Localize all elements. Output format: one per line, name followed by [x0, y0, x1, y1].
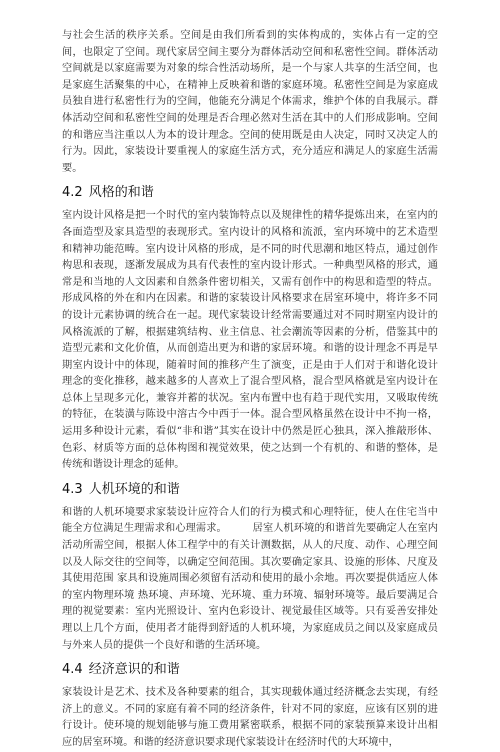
section-title: 风格的和谐 [88, 185, 154, 201]
paragraph-ergonomics: 和谐的人机环境要求家装设计应符合人们的行为模式和心理特征，使人在住宅当中能全方位满足生理需求和心理需求。 居室人机环境的和谐首先要确定人在室内活动所需空间，根据人体工程学中的有关计测数据，从人的尺度、动作、心理空间以及人际交往的空间等，以确定空间范围。其次要确定家具、设施的形体、尺度及其使用范围 家具和设施周围必须留有活动和使用的最小余地。再次要提供适应人体的室内物理环境 热环境、声环境、光环境、重力环境、辐射环境等。最后要满足合理的视觉要素：室内光照设计、室内色彩设计、视觉最佳区域等。只有妥善安排处理以上几个方面，使用者才能得到舒适的人机环境，为家庭成员之间以及家庭成员与外来人员的提供一个良好和谐的生活环境。 [62, 506, 438, 651]
section-title: 经济意识的和谐 [88, 662, 180, 678]
section-heading-4-2 [62, 184, 438, 202]
section-heading-4-3 [62, 481, 438, 499]
section-number: 4.3 [62, 481, 83, 497]
section-title: 人机环境的和谐 [88, 481, 180, 497]
paragraph-style: 室内设计风格是把一个时代的室内装饰特点以及规律性的精华提炼出来，在室内的各面造型及家具造型的表现形式。室内设计的风格和流派，室内环境中的艺术造型和精神功能范畴。室内设计风格的形成，是不同的时代思潮和地区特点，通过创作构思和表现，逐渐发展成为具有代表性的室内设计形式。一种典型风格的形式，通常是和当地的人文因素和自然条件密切相关，又需有创作中的构思和造型的特点。形成风格的外在和内在因素。和谐的家装设计风格要求在居室环境中，将许多不同的设计元素协调的统合在一起。现代家装设计经常需要通过对不同时期室内设计的风格流派的了解，根据建筑结构、业主信息、社会潮流等因素的分析，借鉴其中的造型元素和文化价值，从而创造出更为和谐的家居环境。和谐的设计理念不再是早期室内设计中的体现，随着时间的推移产生了演变，正是由于人们对于和谐化设计理念的变化推移，越来越多的人喜欢上了混合型风格，混合型风格就是室内设计在总体上呈现多元化，兼容并蓄的状况。室内布置中也有趋于现代实用，又吸取传统的特征，在装潢与陈设中溶古今中西于一体。混合型风格虽然在设计中不拘一格，运用多种设计元素，看似“非和谐”其实在设计中仍然是匠心独具，深入推敲形体、色彩、材质等方面的总体构图和视觉效果，使之达到一个有机的、和谐的整体，是传统和谐设计理念的延伸。 [62, 210, 438, 471]
paragraph-economy: 家装设计是艺术、技术及各种要素的组合，其实现载体通过经济概念去实现，有经济上的意义。不同的家庭有着不同的经济条件，针对不同的家庭，应该有区别的进行设计。使环境的规划能够与施工费用紧密联系，根据不同的家装预算来设计出相应的居室环境。和谐的经济意识要求现代家装设计在经济时代的大环境中， [62, 687, 438, 748]
section-number: 4.4 [62, 662, 83, 678]
section-number: 4.2 [62, 185, 83, 201]
paragraph-space: 与社会生活的秩序关系。空间是由我们所看到的实体构成的，实体占有一定的空间，也限定了空间。现代家居空间主要分为群体活动空间和私密性空间。群体活动空间就是以家庭需要为对象的综合性活动场所，是一个与家人共享的生活空间，也是家庭生活聚集的中心，在精神上反映着和谐的家庭环境。私密性空间是为家庭成员独自进行私密性行为的空间，他能充分满足个体需求，维护个体的自我展示。群体活动空间和私密性空间的处理是否合理必然对生活在其中的人们形成影响。空间的和谐应当注重以人为本的设计理念。空间的使用既是由人决定，同时又决定人的行为。因此，家装设计要重视人的家庭生活方式，充分适应和满足人的家庭生活需要。 [62, 30, 438, 174]
document-page [62, 28, 438, 752]
section-heading-4-4 [62, 661, 438, 679]
